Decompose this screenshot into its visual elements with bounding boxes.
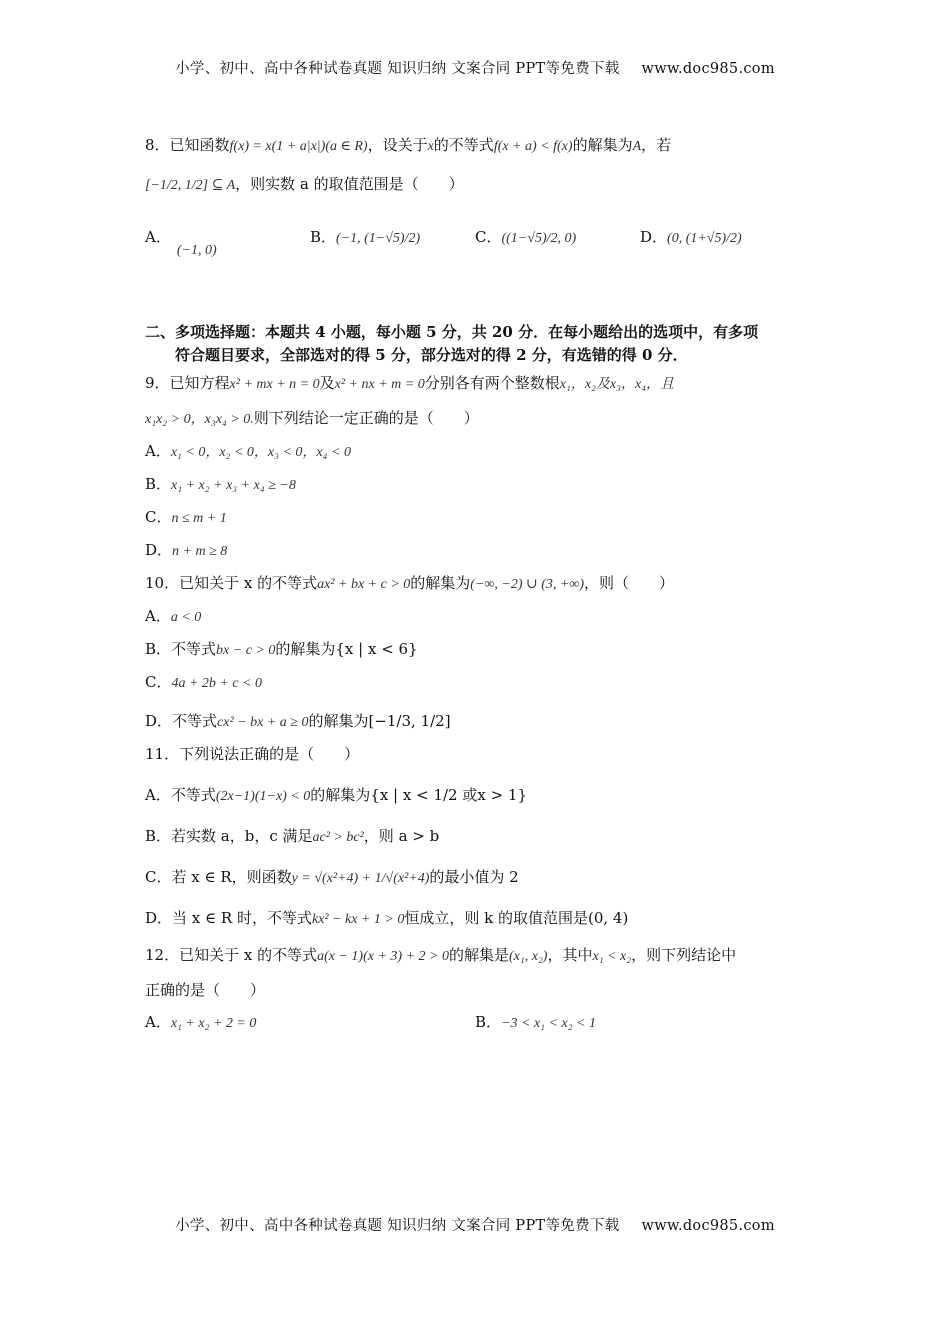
q11-option-d[interactable]: D．当 x ∈ R 时，不等式kx² − kx + 1 > 0恒成立，则 k 的取值范围是(0, 4) (145, 908, 629, 927)
page-footer (0, 1214, 950, 1235)
q8-var: x (427, 139, 434, 154)
q9-option-c[interactable]: C．n ≤ m + 1 (145, 508, 227, 526)
q9-option-b[interactable]: B．x₁ + x₂ + x₃ + x₄ ≥ −8 (145, 475, 296, 493)
q11-option-c[interactable]: C．若 x ∈ R，则函数y = √(x²+4) + 1/√(x²+4)的最小值为 2 (145, 867, 519, 886)
q8-inequality-expr: f(x + a) < f(x) (493, 139, 573, 154)
q10-option-b[interactable]: B．不等式bx − c > 0的解集为{x | x < 6} (145, 640, 418, 658)
q12-option-b[interactable]: B．−3 < x₁ < x₂ < 1 (475, 1013, 596, 1031)
q12-solution: (x₁, x₂) (508, 948, 548, 964)
q10-inequality: ax² + bx + c > 0 (317, 577, 411, 592)
q11-stem: 11．下列说法正确的是（ ） (145, 745, 360, 763)
header-text: 小学、初中、高中各种试卷真题 知识归纳 文案合同 PPT等免费下载 (175, 61, 620, 77)
q8-stem-part: 的不等式 (433, 136, 494, 154)
q10-option-d[interactable]: D．不等式cx² − bx + a ≥ 0的解集为[−1/3, 1/2] (145, 712, 451, 730)
q9-condition: x₁x₂ > 0，x₃x₄ > 0. (145, 412, 254, 427)
q12-options (145, 1011, 815, 1034)
question-9 (145, 372, 815, 562)
q11-option-b[interactable]: B．若实数 a，b，c 满足ac² > bc²，则 a > b (145, 826, 440, 845)
q8-stem-part: 8．已知函数 (145, 136, 230, 154)
q9-equation-2: x² + nx + m = 0 (334, 377, 425, 392)
q10-solution-set: (−∞, −2) ∪ (3, +∞) (470, 577, 584, 592)
q8-stem-part: ，则实数 a 的取值范围是（ ） (235, 175, 464, 193)
q9-option-d[interactable]: D．n + m ≥ 8 (145, 541, 228, 559)
question-10 (145, 572, 815, 733)
q10-stem: 10．已知关于 x 的不等式ax² + bx + c > 0的解集为(−∞, −2) ∪ (3, +∞)，则（ ） (145, 574, 674, 592)
page-header (0, 57, 950, 78)
q12-stem-line1: 12．已知关于 x 的不等式a(x − 1)(x + 3) + 2 > 0的解集是(x₁, x₂)，其中x₁ < x₂，则下列结论中 (145, 945, 737, 964)
question-8 (145, 134, 815, 258)
q12-stem-line2: 正确的是（ ） (145, 980, 266, 999)
q8-option-d[interactable]: D．(0, (1+√5)/2) (640, 228, 742, 246)
q9-equation-1: x² + mx + n = 0 (229, 377, 320, 392)
footer-text: 小学、初中、高中各种试卷真题 知识归纳 文案合同 PPT等免费下载 (175, 1218, 620, 1234)
q8-stem-part: 的解集为 (572, 136, 633, 154)
exam-content (145, 134, 815, 1034)
q12-option-a[interactable]: A．x₁ + x₂ + 2 = 0 (145, 1013, 257, 1031)
section-2-heading (145, 321, 815, 366)
footer-url[interactable]: www.doc985.com (641, 1218, 775, 1234)
q8-option-b[interactable]: B．(−1, (1−√5)/2) (310, 228, 421, 246)
q8-options (145, 226, 815, 258)
q8-interval: [−1/2, 1/2] ⊆ A (145, 178, 236, 193)
q9-stem-line2: x₁x₂ > 0，x₃x₄ > 0.则下列结论一定正确的是（ ） (145, 409, 479, 427)
section-2-line2: 符合题目要求，全部选对的得 5 分，部分选对的得 2 分，有选错的得 0 分． (175, 345, 688, 364)
section-2-line1: 二、多项选择题：本题共 4 小题，每小题 5 分，共 20 分．在每小题给出的选项中，有多项 (145, 323, 759, 341)
question-12 (145, 944, 815, 1035)
q8-option-c[interactable]: C．((1−√5)/2, 0) (475, 228, 577, 246)
q8-stem-line2 (145, 173, 815, 196)
q9-option-a[interactable]: A．x₁ < 0，x₂ < 0，x₃ < 0，x₄ < 0 (145, 442, 351, 460)
q10-option-c[interactable]: C．4a + 2b + c < 0 (145, 673, 263, 691)
q8-function-expr: f(x) = x(1 + a|x|)(a ∈ R) (229, 139, 368, 154)
q10-option-a[interactable]: A．a < 0 (145, 607, 202, 625)
q8-option-a[interactable]: A．(−1, 0) (145, 228, 217, 258)
q12-inequality: a(x − 1)(x + 3) + 2 > 0 (317, 948, 449, 964)
q8-set: A (632, 139, 642, 154)
q8-stem-part: ，若 (641, 136, 672, 154)
q9-roots: x₁，x₂及x₃，x₄，且 (559, 377, 675, 392)
q8-stem-line1 (145, 134, 815, 157)
q11-option-a[interactable]: A．不等式(2x−1)(1−x) < 0的解集为{x | x < 1/2 或x > 1} (145, 785, 527, 804)
q8-stem-part: ，设关于 (367, 136, 428, 154)
q12-condition: x₁ < x₂ (592, 948, 632, 964)
question-11 (145, 743, 815, 930)
q9-stem-line1: 9．已知方程x² + mx + n = 0及x² + nx + m = 0分别各有两个整数根x₁，x₂及x₃，x₄，且 (145, 374, 675, 392)
header-url[interactable]: www.doc985.com (641, 61, 775, 77)
